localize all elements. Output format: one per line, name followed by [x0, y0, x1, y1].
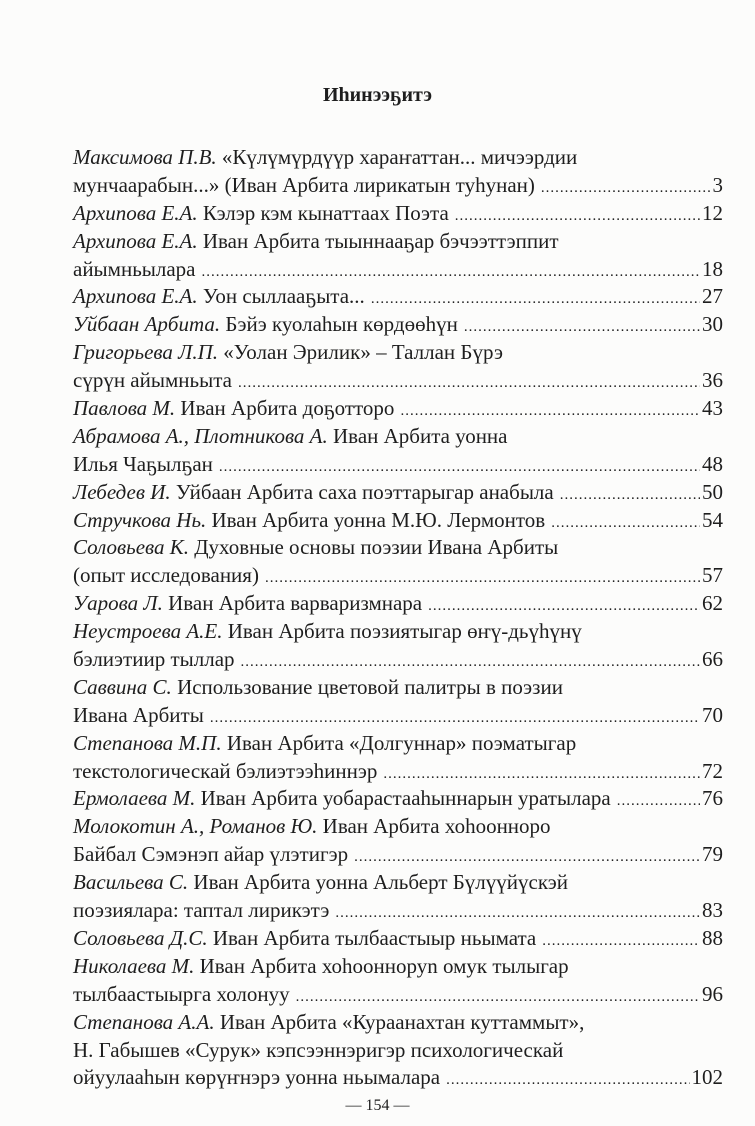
dot-leader	[296, 984, 700, 1012]
toc-line	[73, 144, 723, 172]
entry-author: Григорьева Л.П.	[73, 340, 219, 365]
entry-title: Илья Чаҕылҕан	[73, 451, 213, 476]
dot-leader	[383, 761, 700, 789]
entry-author: Соловьева Д.С.	[73, 925, 208, 950]
toc-entry[interactable]	[73, 785, 723, 813]
entry-page: 54	[702, 507, 723, 532]
dot-leader	[560, 482, 700, 510]
entry-page: 36	[702, 368, 723, 393]
toc-line	[73, 256, 723, 284]
entry-author: Павлова М.	[73, 396, 176, 421]
entry-title: текстологическай бэлиэтээһиннэр	[73, 758, 378, 783]
entry-title: поэзиялара: таптал лирикэтэ	[73, 898, 330, 923]
dot-leader	[241, 649, 700, 677]
toc-entry[interactable]	[73, 618, 723, 674]
entry-title: (опыт исследования)	[73, 563, 259, 588]
entry-page: 30	[702, 312, 723, 337]
toc-line	[73, 618, 723, 646]
toc-line	[73, 311, 723, 339]
toc-line	[73, 730, 723, 758]
page-number: — 154 —	[345, 1097, 410, 1114]
entry-page: 70	[702, 702, 723, 727]
toc-line	[73, 367, 723, 395]
entry-text	[73, 785, 617, 813]
entry-author: Степанова А.А.	[73, 1009, 215, 1034]
entry-title: тылбаастыырга холонуу	[73, 981, 290, 1006]
dot-leader	[455, 203, 700, 231]
entry-page: 88	[702, 925, 723, 950]
toc-line	[73, 981, 723, 1009]
entry-text	[73, 925, 542, 953]
entry-text	[73, 675, 563, 699]
entry-text	[73, 340, 503, 364]
toc-entry[interactable]	[73, 813, 723, 869]
dot-leader	[542, 928, 700, 956]
toc-entry[interactable]	[73, 730, 723, 786]
entry-text	[73, 954, 569, 978]
entry-text	[73, 1038, 563, 1062]
entry-text	[73, 283, 371, 311]
entry-title: Иван Арбита уонна М.Ю. Лермонтов	[211, 507, 546, 532]
toc-line	[73, 423, 723, 451]
entry-title: Кэлэр кэм кынаттаах Поэта	[202, 200, 449, 225]
entry-author: Николаева М.	[73, 953, 195, 978]
entry-title: Уон сыллааҕыта...	[202, 284, 365, 309]
dot-leader	[464, 314, 700, 342]
entry-title: Уйбаан Арбита саха поэттарыгар анабыла	[175, 479, 554, 504]
entry-page: 66	[702, 647, 723, 672]
entry-page: 43	[702, 396, 723, 421]
dot-leader	[354, 844, 700, 872]
entry-text	[73, 200, 455, 228]
toc-line	[73, 702, 723, 730]
toc-line	[73, 869, 723, 897]
entry-text	[73, 535, 558, 559]
entry-page: 57	[702, 563, 723, 588]
dot-leader	[210, 705, 700, 733]
entry-page: 76	[702, 786, 723, 811]
dot-leader	[265, 565, 700, 593]
entry-page: 48	[702, 451, 723, 476]
entry-page: 72	[702, 758, 723, 783]
toc-line	[73, 451, 723, 479]
entry-author: Молокотин А., Романов Ю.	[73, 814, 318, 839]
toc-line	[73, 507, 723, 535]
toc-line	[73, 1064, 723, 1092]
toc-line	[73, 897, 723, 925]
page-title: Иһинээҕитэ	[322, 84, 433, 106]
toc-line	[73, 953, 723, 981]
dot-leader	[335, 900, 700, 928]
entry-title: мунчаарабын...» (Иван Арбита лирикатын туһунан)	[73, 172, 535, 197]
entry-page: 102	[691, 1065, 723, 1090]
entry-page: 50	[702, 479, 723, 504]
entry-text	[73, 145, 577, 169]
dot-leader	[238, 370, 700, 398]
entry-title: Иван Арбита поэзиятыгар өҥү-дьүһүнү	[227, 619, 582, 644]
entry-title: Духовные основы поэзии Ивана Арбиты	[194, 535, 559, 560]
dot-leader	[551, 510, 700, 538]
entry-text	[73, 731, 576, 755]
entry-text	[73, 479, 560, 507]
entry-title: Иван Арбита тылбаастыыр ньымата	[212, 925, 537, 950]
toc-line	[73, 1037, 723, 1065]
entry-text	[73, 981, 296, 1009]
toc-entry[interactable]	[73, 674, 723, 730]
entry-author: Ермолаева М.	[73, 786, 196, 811]
entry-title: Бэйэ куолаһын көрдөөһүн	[225, 312, 458, 337]
entry-page: 27	[702, 284, 723, 309]
entry-title: Ивана Арбиты	[73, 702, 204, 727]
toc-line	[73, 339, 723, 367]
entry-page: 18	[702, 256, 723, 281]
toc-entry[interactable]	[73, 953, 723, 1009]
toc-entry[interactable]	[73, 1009, 723, 1093]
toc-line	[73, 925, 723, 953]
toc-entry[interactable]	[73, 339, 723, 395]
dot-leader	[371, 286, 700, 314]
entry-text	[73, 451, 219, 479]
entry-text	[73, 311, 464, 339]
entry-title: Использование цветовой палитры в поэзии	[177, 674, 563, 699]
toc-line	[73, 841, 723, 869]
toc-entry[interactable]	[73, 869, 723, 925]
entry-text	[73, 702, 210, 730]
toc-entry[interactable]	[73, 925, 723, 953]
entry-title: Байбал Сэмэнэп айар үлэтигэр	[73, 842, 349, 867]
toc-line	[73, 172, 723, 200]
entry-text	[73, 814, 551, 838]
entry-text	[73, 507, 551, 535]
entry-text	[73, 367, 238, 395]
entry-page: 62	[702, 591, 723, 616]
entry-text	[73, 172, 541, 200]
entry-title: Иван Арбита уобарастааһыннарын уратылара	[200, 786, 611, 811]
entry-text	[73, 870, 568, 894]
entry-author: Васильева С.	[73, 870, 189, 895]
entry-title: ойуулааһын көрүҥнэрэ уонна ньымалара	[73, 1065, 441, 1090]
dot-leader	[541, 175, 711, 203]
toc-line	[73, 228, 723, 256]
entry-author: Лебедев И.	[73, 479, 171, 504]
entry-title: Н. Габышев «Сурук» кэпсээннэригэр психологическай	[73, 1037, 564, 1062]
entry-author: Абрамова А., Плотникова А.	[73, 423, 328, 448]
toc-line	[73, 479, 723, 507]
dot-leader	[617, 788, 700, 816]
toc-line	[73, 1009, 723, 1037]
entry-title: Иван Арбита «Кураанахтан куттаммыт»,	[219, 1009, 585, 1034]
entry-text	[73, 590, 428, 618]
entry-page: 96	[702, 981, 723, 1006]
entry-title: «Уолан Эрилик» – Таллан Бүрэ	[223, 340, 504, 365]
entry-page: 79	[702, 842, 723, 867]
entry-title: айымньылара	[73, 256, 196, 281]
entry-author: Архипова Е.А.	[73, 200, 198, 225]
toc-line	[73, 534, 723, 562]
toc-entry[interactable]	[73, 283, 723, 311]
entry-author: Уйбаан Арбита.	[73, 312, 221, 337]
entry-author: Максимова П.В.	[73, 145, 217, 169]
toc-line	[73, 785, 723, 813]
entry-author: Неустроева А.Е.	[73, 619, 223, 644]
dot-leader	[400, 398, 700, 426]
toc-line	[73, 200, 723, 228]
toc-entry[interactable]	[73, 590, 723, 618]
entry-text	[73, 256, 202, 284]
toc-line	[73, 674, 723, 702]
toc-line	[73, 562, 723, 590]
toc-line	[73, 646, 723, 674]
toc-entry[interactable]	[73, 144, 723, 200]
entry-title: «Күлүмүрдүүр хараҥаттан... мичээрдии	[221, 145, 578, 169]
toc-line	[73, 813, 723, 841]
toc-line	[73, 395, 723, 423]
toc-entry[interactable]	[73, 479, 723, 507]
toc-entry[interactable]	[73, 423, 723, 479]
entry-title: Иван Арбита варваризмнара	[168, 591, 423, 616]
entry-author: Стручкова Нь.	[73, 507, 207, 532]
entry-text	[73, 395, 400, 423]
toc-line	[73, 283, 723, 311]
entry-page: 12	[702, 200, 723, 225]
entry-text	[73, 619, 582, 643]
entry-text	[73, 841, 354, 869]
entry-title: сүрүн айымньыта	[73, 368, 232, 393]
entry-author: Архипова Е.А.	[73, 228, 198, 253]
toc-entry[interactable]	[73, 507, 723, 535]
entry-title: Иван Арбита уонна	[333, 423, 508, 448]
toc-entry[interactable]	[73, 228, 723, 284]
entry-title: Иван Арбита хоһоонноруn омук тылыгар	[199, 953, 569, 978]
entry-text	[73, 897, 335, 925]
entry-page: 83	[702, 898, 723, 923]
toc-entry[interactable]	[73, 395, 723, 423]
entry-title: Иван Арбита доҕотторо	[180, 396, 395, 421]
entry-author: Архипова Е.А.	[73, 284, 198, 309]
toc-entry[interactable]	[73, 200, 723, 228]
dot-leader	[202, 259, 700, 287]
entry-text	[73, 1064, 446, 1092]
entry-author: Уарова Л.	[73, 591, 163, 616]
entry-author: Степанова М.П.	[73, 730, 222, 755]
entry-text	[73, 646, 241, 674]
toc-entry[interactable]	[73, 311, 723, 339]
dot-leader	[428, 593, 700, 621]
entry-title: Иван Арбита «Долгуннар» поэматыгар	[226, 730, 577, 755]
entry-author: Соловьева К.	[73, 535, 189, 560]
dot-leader	[446, 1067, 689, 1095]
toc-line	[73, 590, 723, 618]
entry-title: Иван Арбита уонна Альберт Бүлүүйүскэй	[193, 870, 569, 895]
entry-text	[73, 562, 265, 590]
entry-title: Иван Арбита хоһоонноро	[322, 814, 551, 839]
entry-author: Саввина С.	[73, 674, 172, 699]
entry-text	[73, 1010, 584, 1034]
entry-text	[73, 424, 508, 448]
entry-title: бэлиэтиир тыллар	[73, 647, 235, 672]
entry-page: 3	[712, 172, 723, 197]
table-of-contents	[73, 144, 723, 1092]
toc-line	[73, 758, 723, 786]
entry-text	[73, 758, 383, 786]
entry-text	[73, 229, 559, 253]
entry-title: Иван Арбита тыыннааҕар бэчээттэппит	[202, 228, 559, 253]
toc-entry[interactable]	[73, 534, 723, 590]
dot-leader	[219, 454, 700, 482]
